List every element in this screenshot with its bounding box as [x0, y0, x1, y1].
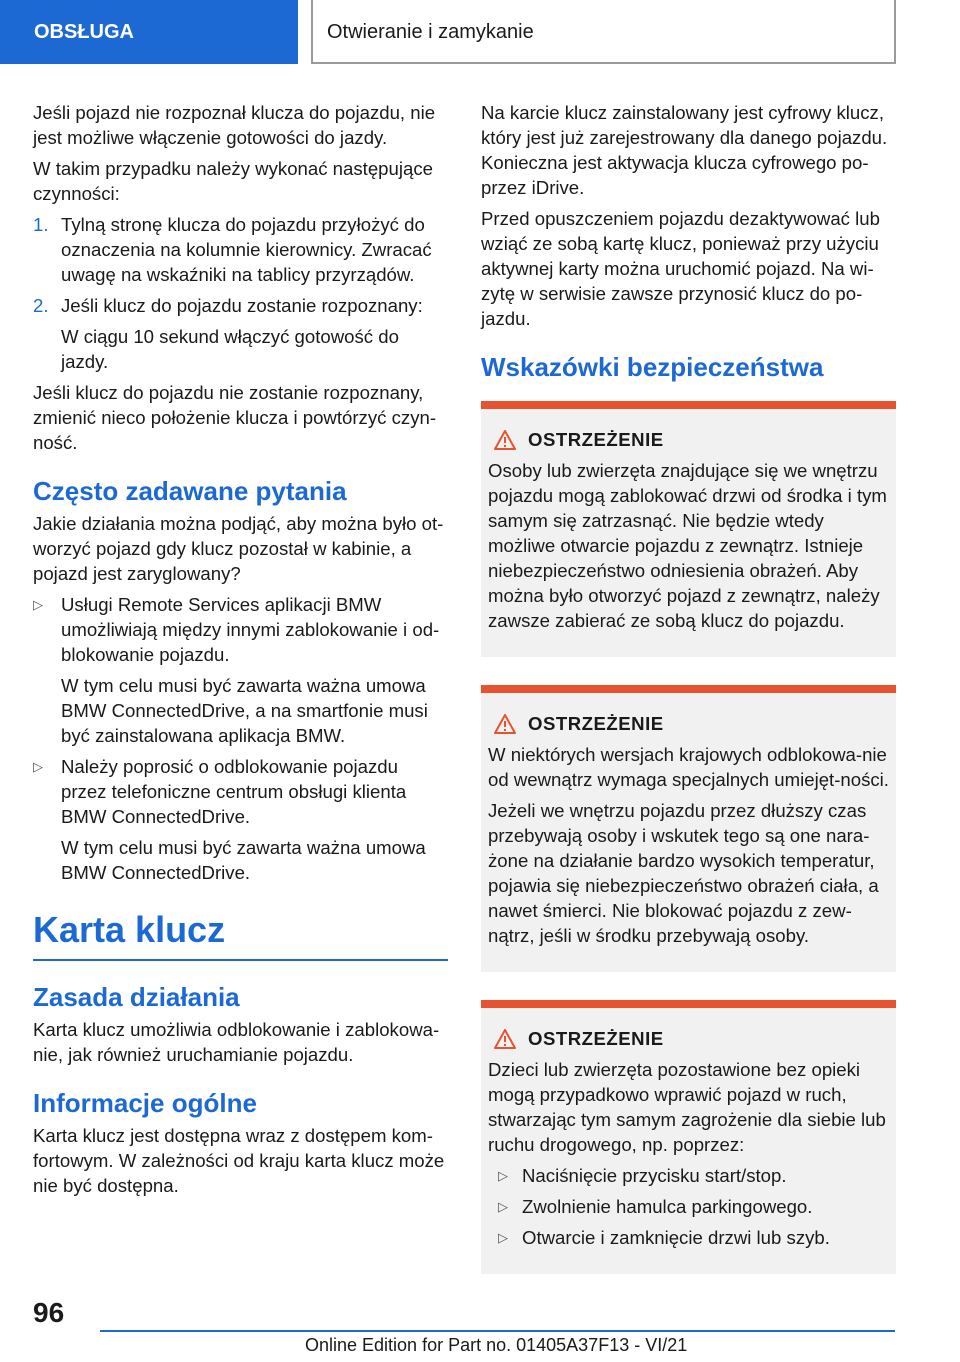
warning-text: Dzieci lub zwierzęta pozostawione bez opieki mogą przypadkowo wprawić pojazd w ruch, stwarzając tym samym zagrożenie dla siebie lub ruchu drogowego, np. poprzez:: [488, 1059, 886, 1155]
faq-heading: Często zadawane pytania: [33, 476, 347, 506]
paragraph: Na karcie klucz zainstalowany jest cyfrowy klucz, który jest już zarejestrowany dla danego pojazdu. Konieczna jest aktywacja klucza cyfrowego po-przez iDrive.: [481, 102, 888, 198]
warning-title: OSTRZEŻENIE: [488, 1026, 889, 1051]
warning-text: Jeżeli we wnętrzu pojazdu przez dłuższy czas przebywają osoby i wskutek tego są one nara-żone na działanie bardzo wysokich temperatur, pojawia się niebezpieczeństwo obrażeń ciała, a nawet śmierci. Nie blokować pojazdu z zew-nątrz, jeśli w środku przebywają osoby.: [488, 800, 879, 946]
warning-text: Osoby lub zwierzęta znajdujące się we wnętrzu pojazdu mogą zablokować drzwi od środka i tym samym się zatrzasnąć. Nie będzie wtedy możliwe otwarcie pojazdu z zewnątrz. Istnieje niebezpieczeństwo odniesienia obrażeń. Aby można było otworzyć pojazd z zewnątrz, należy zawsze zabierać ze sobą klucz do pojazdu.: [488, 460, 887, 631]
step-list: [33, 212, 448, 374]
paragraph: W takim przypadku należy wykonać następujące czynności:: [33, 158, 433, 204]
section-tab: OBSŁUGA: [0, 0, 298, 64]
warning-box: [481, 685, 896, 972]
step-number: 1.: [33, 214, 49, 235]
warning-triangle-icon: [494, 1029, 516, 1049]
chapter-title: Otwieranie i zamykanie: [311, 0, 896, 64]
warning-title: OSTRZEŻENIE: [488, 711, 889, 736]
list-item: ▷ Naciśnięcie przycisku start/stop.: [498, 1165, 787, 1186]
footer-edition: Online Edition for Part no. 01405A37F13 - VI/21: [305, 1335, 688, 1355]
triangle-bullet-icon: ▷: [498, 1199, 508, 1214]
list-item: [33, 293, 448, 374]
warning-bullet-list: [488, 1163, 889, 1250]
warning-triangle-icon: [494, 430, 516, 450]
item-subtext: W tym celu musi być zawarta ważna umowa BMW ConnectedDrive.: [61, 837, 426, 883]
triangle-bullet-icon: ▷: [498, 1168, 508, 1183]
warning-triangle-icon: [494, 714, 516, 734]
paragraph: Przed opuszczeniem pojazdu dezaktywować lub wziąć ze sobą kartę klucz, ponieważ przy użyciu aktywnej karty można uruchomić pojazd. Na wi-zytę w serwisie zawsze przynosić klucz do po-jazdu.: [481, 208, 880, 329]
warning-box: [481, 1000, 896, 1274]
list-item: [33, 212, 448, 287]
paragraph: Karta klucz umożliwia odblokowanie i zablokowa-nie, jak również uruchamianie pojazdu.: [33, 1019, 440, 1065]
triangle-bullet-icon: ▷: [498, 1230, 508, 1245]
triangle-bullet-icon: ▷: [33, 597, 43, 612]
step-text: Jeśli klucz do pojazdu zostanie rozpoznany:: [61, 295, 423, 316]
safety-heading: Wskazówki bezpieczeństwa: [481, 352, 824, 382]
card-heading: Karta klucz: [33, 909, 448, 961]
faq-list: [33, 592, 448, 885]
paragraph: Jeśli pojazd nie rozpoznał klucza do pojazdu, nie jest możliwe włączenie gotowości do jazdy.: [33, 102, 436, 148]
step-subtext: W ciągu 10 sekund włączyć gotowość do jazdy.: [61, 326, 399, 372]
principle-heading: Zasada działania: [33, 982, 240, 1012]
item-text: Usługi Remote Services aplikacji BMW umożliwiają między innymi zablokowanie i od-blokowanie pojazdu.: [61, 594, 440, 665]
list-item: [33, 592, 448, 748]
list-item: ▷ Otwarcie i zamknięcie drzwi lub szyb.: [498, 1227, 830, 1248]
warning-box: [481, 401, 896, 657]
item-text: Należy poprosić o odblokowanie pojazdu przez telefoniczne centrum obsługi klienta BMW ConnectedDrive.: [61, 756, 407, 827]
paragraph: Karta klucz jest dostępna wraz z dostępem kom-fortowym. W zależności od kraju karta klucz może nie być dostępna.: [33, 1125, 445, 1196]
list-item: ▷ Zwolnienie hamulca parkingowego.: [498, 1196, 813, 1217]
page-number: 96: [33, 1297, 65, 1328]
step-number: 2.: [33, 295, 49, 316]
paragraph: Jeśli klucz do pojazdu nie zostanie rozpoznany, zmienić nieco położenie klucza i powtórzyć czyn-ność.: [33, 382, 437, 453]
general-heading: Informacje ogólne: [33, 1088, 257, 1118]
left-column: [33, 100, 448, 1204]
list-item: [33, 754, 448, 885]
warning-title: OSTRZEŻENIE: [488, 427, 889, 452]
warning-text: W niektórych wersjach krajowych odblokowa-nie od wewnątrz wymaga specjalnych umiejęt-ności.: [488, 744, 889, 790]
footer-divider: [100, 1330, 895, 1332]
right-column: [481, 100, 896, 1274]
triangle-bullet-icon: ▷: [33, 759, 43, 774]
item-subtext: W tym celu musi być zawarta ważna umowa BMW ConnectedDrive, a na smartfonie musi być zainstalowana aplikacja BMW.: [61, 675, 428, 746]
faq-question: Jakie działania można podjąć, aby można było ot-worzyć pojazd gdy klucz pozostał w kabinie, a pojazd jest zaryglowany?: [33, 513, 444, 584]
step-text: Tylną stronę klucza do pojazdu przyłożyć do oznaczenia na kolumnie kierownicy. Zwracać uwagę na wskaźniki na tablicy przyrządów.: [61, 214, 432, 285]
